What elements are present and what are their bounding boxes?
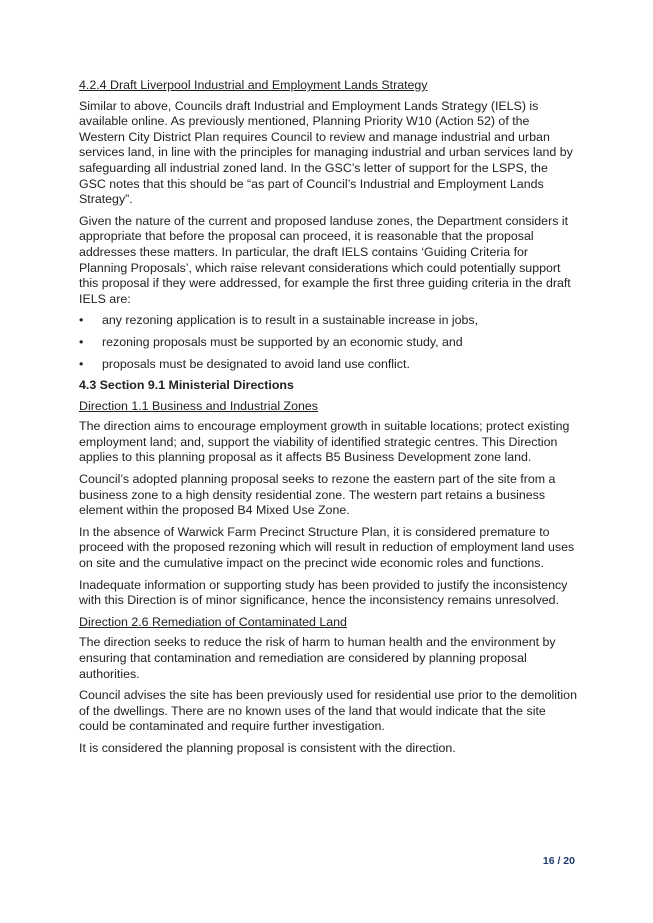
paragraph: In the absence of Warwick Farm Precinct Structure Plan, it is considered premature to proceed with the proposed rezoning which will result in reduction of employment land uses on site and the cumulative impact on the precinct wide economic roles and functions. bbox=[79, 524, 575, 571]
paragraph: Council advises the site has been previously used for residential use prior to the demolition of the dwellings. There are no known uses of the land that would indicate that the site could be contaminated and require further investigation. bbox=[79, 688, 577, 734]
list-item bbox=[79, 335, 577, 351]
list-item-text: rezoning proposals must be supported by an economic study, and bbox=[102, 334, 463, 349]
bullet-icon: • bbox=[79, 356, 84, 371]
list-item-text: proposals must be designated to avoid land use conflict. bbox=[102, 356, 410, 371]
paragraph: Inadequate information or supporting study has been provided to justify the inconsistency with this Direction is of minor significance, hence the inconsistency remains unresolved. bbox=[79, 577, 568, 608]
bullet-list bbox=[79, 313, 577, 372]
direction-2-6-heading: Direction 2.6 Remediation of Contaminated Land bbox=[79, 614, 347, 629]
list-item-text: any rezoning application is to result in a sustainable increase in jobs, bbox=[102, 313, 479, 328]
list-item bbox=[79, 313, 577, 329]
bullet-icon: • bbox=[79, 313, 84, 328]
page-number: 16 / 20 bbox=[542, 855, 575, 867]
paragraph: The direction seeks to reduce the risk of harm to human health and the environment by ensuring that contamination and remediation are considered by planning proposal authorities. bbox=[79, 635, 556, 681]
bullet-icon: • bbox=[79, 334, 84, 349]
paragraph: It is considered the planning proposal is consistent with the direction. bbox=[79, 740, 456, 755]
section-heading-4-2-4: 4.2.4 Draft Liverpool Industrial and Employment Lands Strategy bbox=[79, 78, 428, 92]
paragraph: The direction aims to encourage employment growth in suitable locations; protect existing employment land; and, support the viability of identified strategic centres. This Direction applies to this planning proposal as it affects B5 Business Development zone land. bbox=[79, 419, 570, 465]
direction-1-1-heading: Direction 1.1 Business and Industrial Zones bbox=[79, 398, 318, 413]
list-item bbox=[79, 357, 577, 373]
section-heading-4-3: 4.3 Section 9.1 Ministerial Directions bbox=[79, 378, 294, 393]
paragraph: Council’s adopted planning proposal seeks to rezone the eastern part of the site from a business zone to a high density residential zone. The western part retains a business element within the proposed B4 Mixed Use Zone. bbox=[79, 472, 556, 518]
paragraph: Given the nature of the current and proposed landuse zones, the Department considers it appropriate that before the proposal can proceed, it is reasonable that the proposal addresses these matters. In particular, the draft IELS contains ‘Guiding Criteria for Planning Proposals’, which raise relevant considerations which could potentially support this proposal if they were addressed, for example the first three guiding criteria in the draft IELS are: bbox=[79, 213, 571, 306]
paragraph: Similar to above, Councils draft Industrial and Employment Lands Strategy (IELS) is available online. As previously mentioned, Planning Priority W10 (Action 52) of the Western City District Plan requires Council to review and manage industrial and urban services land, in line with the principles for managing industrial and urban services land by safeguarding all industrial zoned land. In the GSC’s letter of support for the LSPS, the GSC notes that this should be “as part of Council’s Industrial and Employment Lands Strategy”. bbox=[79, 98, 573, 207]
document-page bbox=[79, 78, 577, 763]
